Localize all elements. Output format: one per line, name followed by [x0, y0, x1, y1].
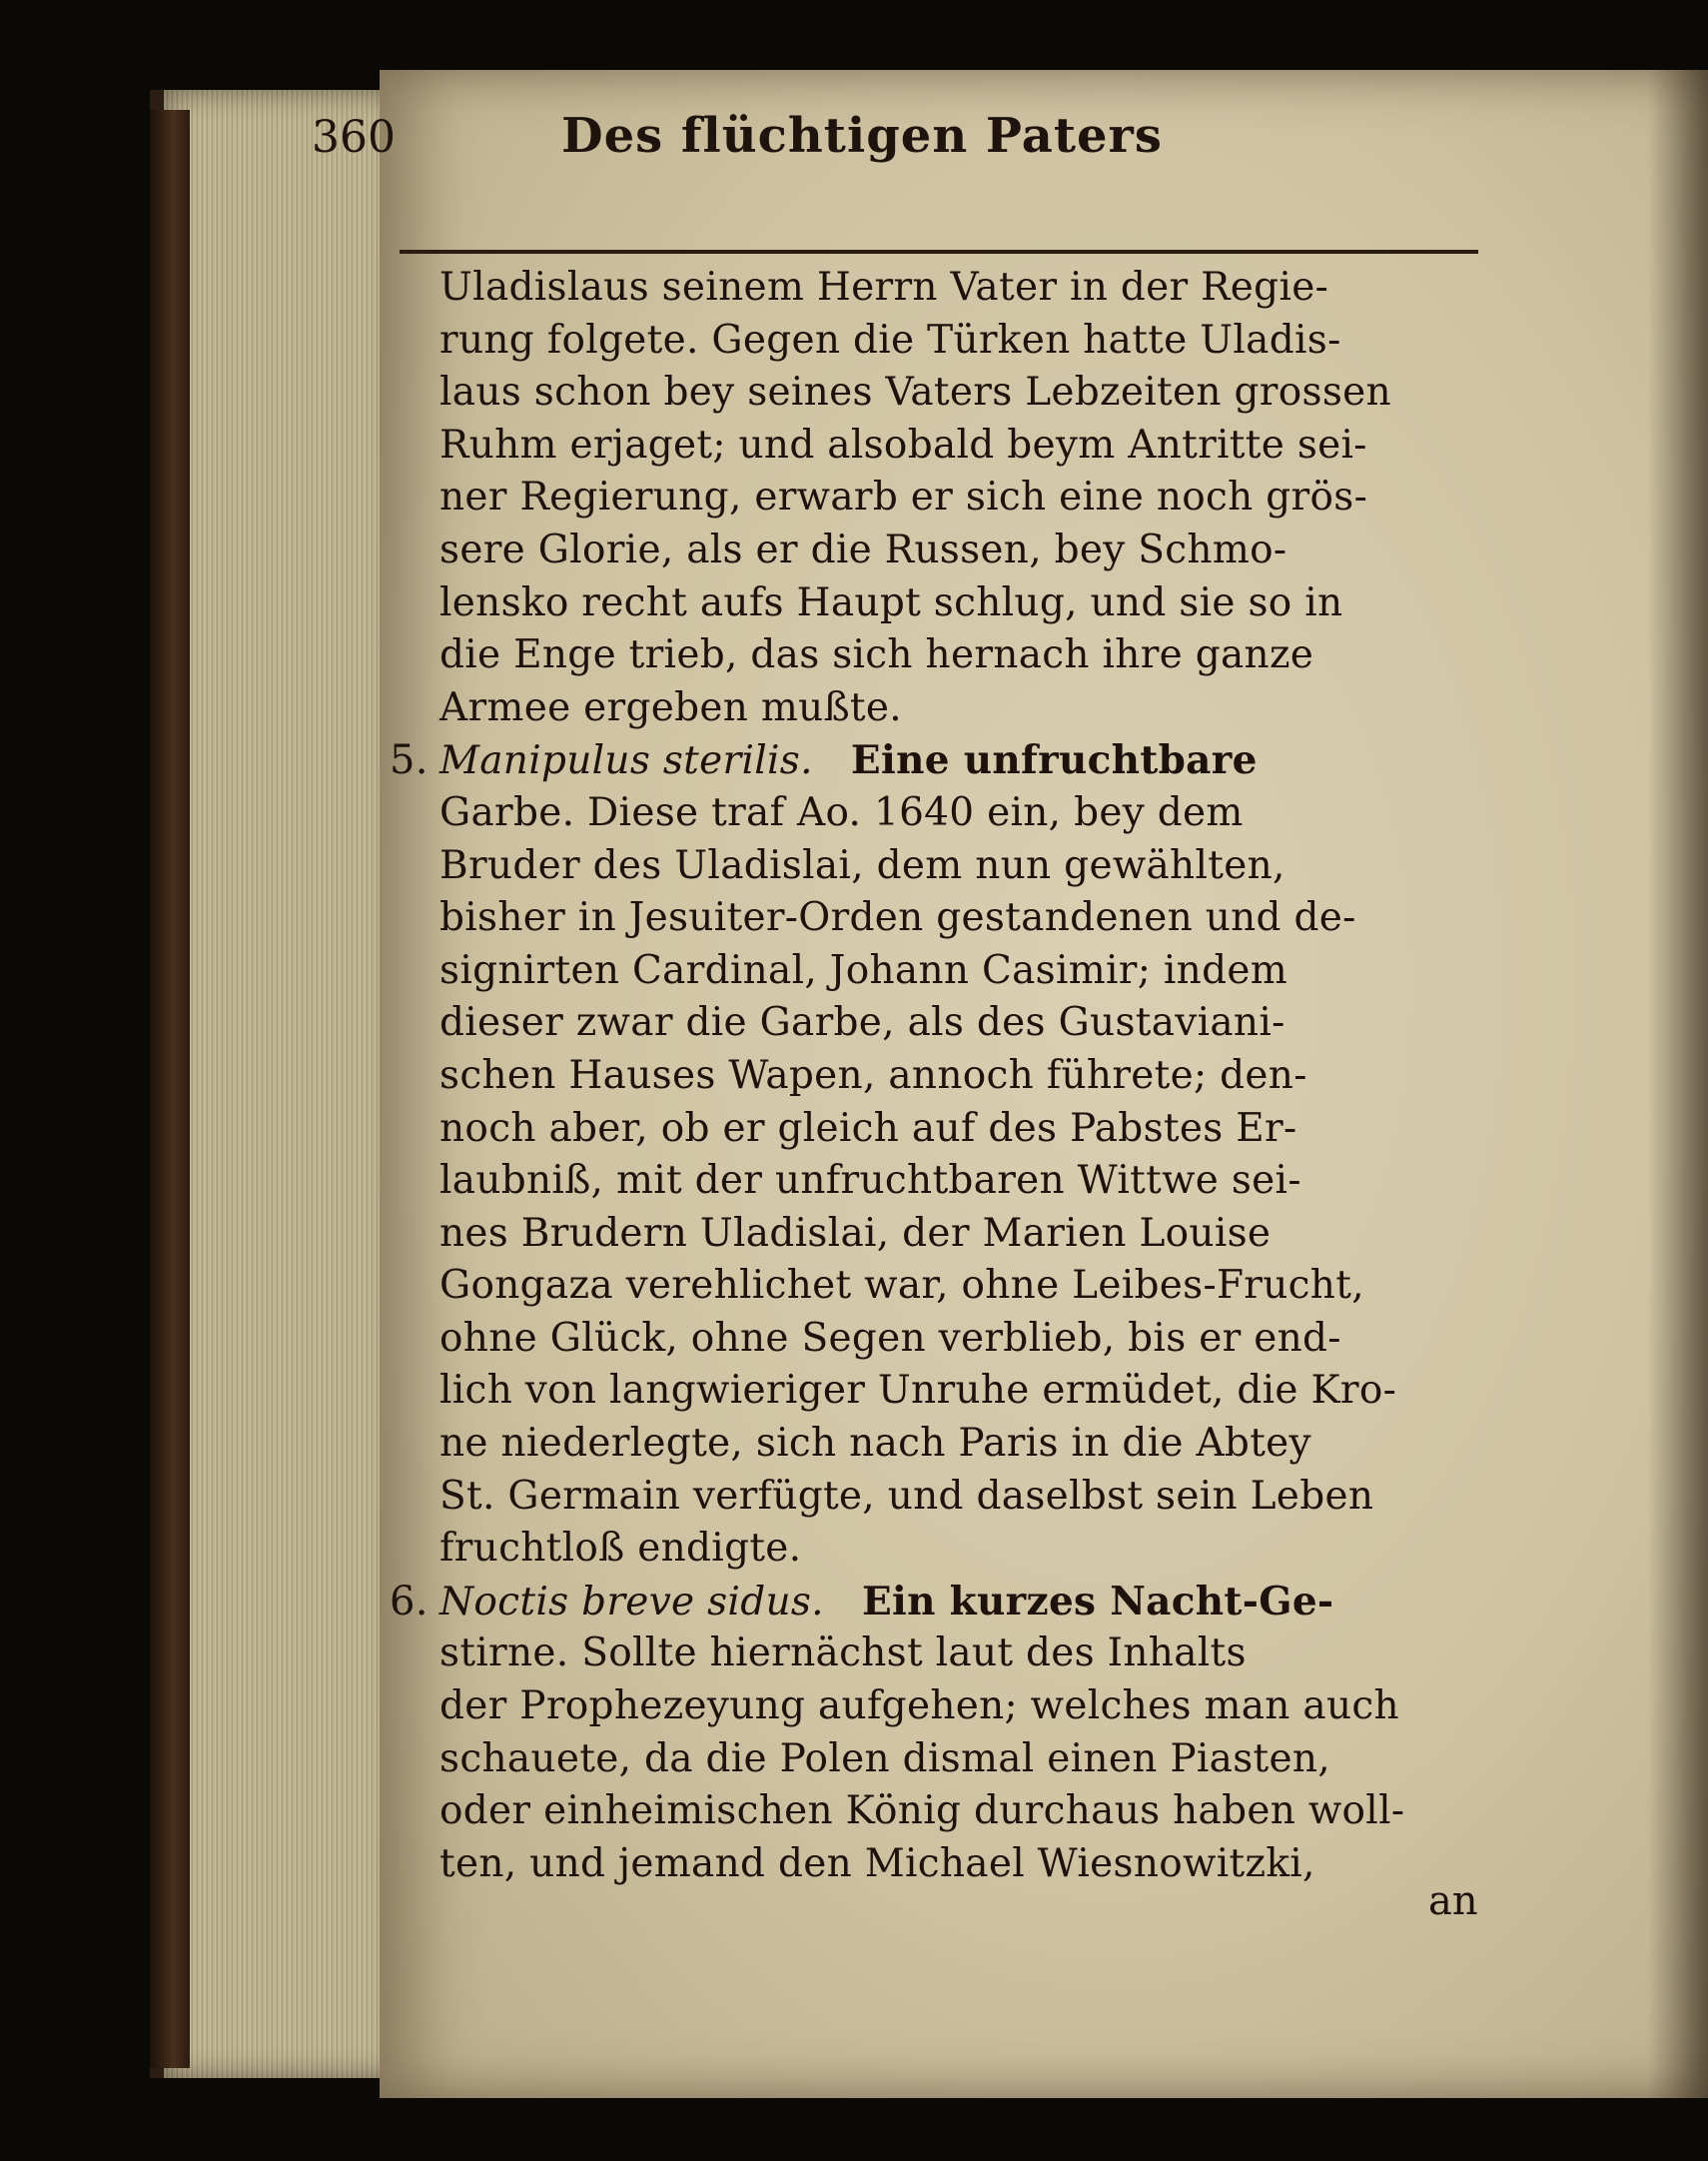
text-line: nes Brudern Uladislai, der Marien Louise — [439, 1210, 1272, 1256]
text-line: noch aber, ob er gleich auf des Pabstes Er- — [439, 1105, 1297, 1151]
text-line: Uladislaus seinem Herrn Vater in der Regie- — [439, 265, 1329, 310]
item-5-heading — [390, 734, 1498, 787]
text-line: rung folgete. Gegen die Türken hatte Uladis- — [439, 317, 1341, 363]
text-line: Bruder des Uladislai, dem nun gewählten, — [439, 842, 1285, 888]
latin-motto: Manipulus sterilis. — [439, 738, 813, 784]
text-line: St. Germain verfügte, und daselbst sein Leben — [439, 1473, 1374, 1519]
german-motto: Ein kurzes Nacht-Ge- — [862, 1578, 1334, 1624]
text-line: laus schon bey seines Vaters Lebzeiten grossen — [439, 370, 1391, 416]
text-block — [390, 262, 1498, 1890]
text-line: ohne Glück, ohne Segen verblieb, bis er end- — [439, 1315, 1341, 1361]
book-spine — [150, 110, 190, 2068]
text-line: lensko recht aufs Haupt schlug, und sie so in — [439, 579, 1343, 625]
page-header — [312, 108, 1490, 178]
text-line: schauete, da die Polen dismal einen Piasten, — [439, 1735, 1330, 1781]
page-number: 360 — [312, 112, 396, 163]
text-line: ne niederlegte, sich nach Paris in die Abtey — [439, 1421, 1311, 1467]
text-line: laubniß, mit der unfruchtbaren Wittwe sei- — [439, 1158, 1301, 1204]
text-line: ten, und jemand den Michael Wiesnowitzki, — [439, 1840, 1315, 1886]
text-line: bisher in Jesuiter-Orden gestandenen und de- — [439, 895, 1356, 941]
text-line: oder einheimischen König durchaus haben woll- — [439, 1788, 1405, 1834]
latin-motto: Noctis breve sidus. — [439, 1579, 824, 1624]
text-line: Armee ergeben mußte. — [439, 684, 902, 730]
text-line: stirne. Sollte hiernächst laut des Inhalts — [439, 1630, 1247, 1676]
item-6-heading — [390, 1576, 1498, 1628]
text-line: ner Regierung, erwarb er sich eine noch grös- — [439, 475, 1368, 521]
text-line: schen Hauses Wapen, annoch führete; den- — [439, 1052, 1307, 1098]
header-rule — [400, 250, 1478, 254]
running-title: Des flüchtigen Paters — [561, 108, 1163, 164]
catchword: an — [1428, 1878, 1478, 1924]
text-line: lich von langwieriger Unruhe ermüdet, die Kro- — [439, 1368, 1397, 1414]
text-line: sere Glorie, als er die Russen, bey Schmo- — [439, 527, 1287, 572]
text-line: dieser zwar die Garbe, als des Gustaviani- — [439, 1000, 1285, 1046]
item-number: 6. — [390, 1578, 428, 1624]
text-line: signirten Cardinal, Johann Casimir; indem — [439, 947, 1288, 993]
text-line: fruchtloß endigte. — [439, 1526, 802, 1572]
page-shadow — [1648, 70, 1708, 2098]
text-line: Gongaza verehlichet war, ohne Leibes-Frucht, — [439, 1263, 1364, 1309]
text-line: der Prophezeyung aufgehen; welches man auch — [439, 1683, 1399, 1729]
item-number: 5. — [390, 737, 428, 784]
text-line: die Enge trieb, das sich hernach ihre ganze — [439, 632, 1314, 678]
german-motto: Eine unfruchtbare — [850, 737, 1258, 784]
text-line: Ruhm erjaget; und alsobald beym Antritte sei- — [439, 422, 1367, 468]
text-line: Garbe. Diese traf Ao. 1640 ein, bey dem — [439, 789, 1244, 835]
